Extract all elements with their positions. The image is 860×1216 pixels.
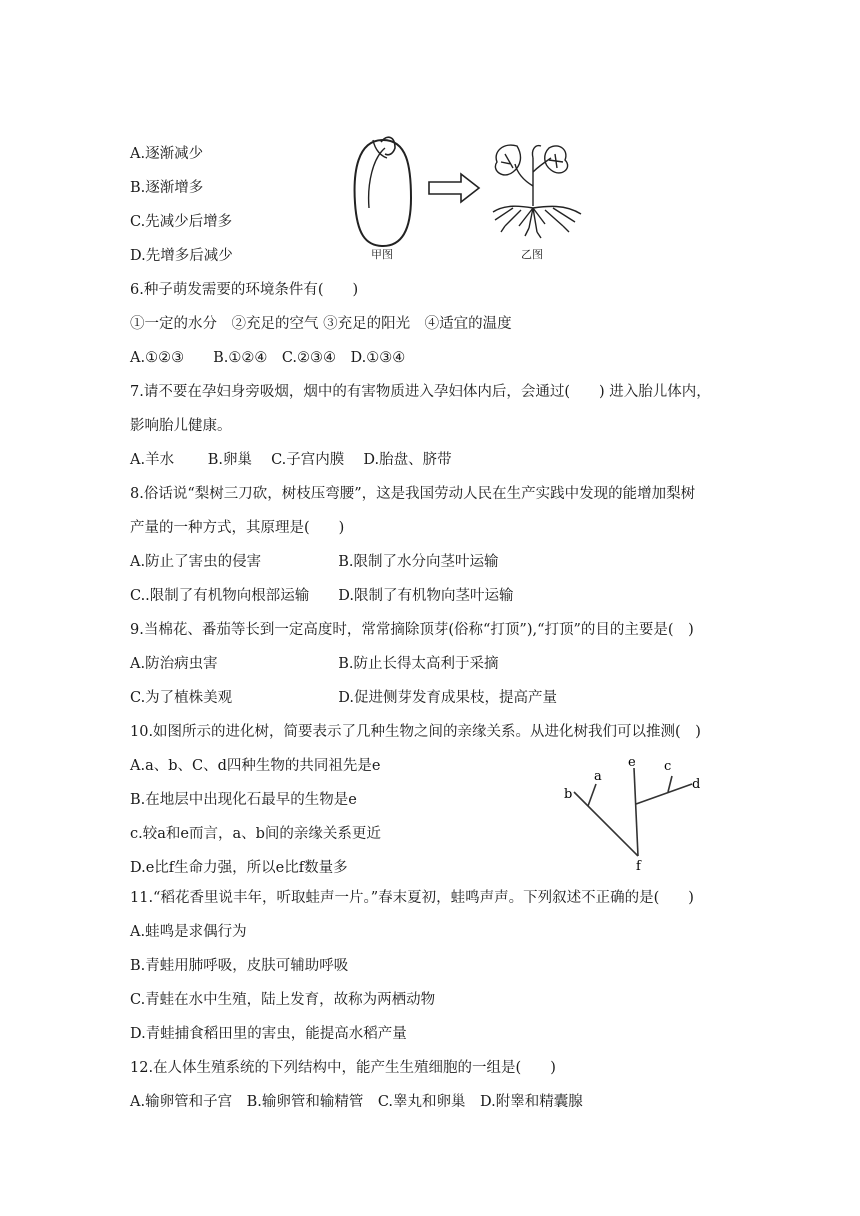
q6-options: A.①②③ B.①②④ C.②③④ D.①③④ <box>130 350 406 366</box>
q6-conditions: ①一定的水分 ②充足的空气 ③充足的阳光 ④适宜的温度 <box>130 316 512 332</box>
tree-label-b: b <box>564 787 573 802</box>
tree-label-d: d <box>692 777 701 792</box>
q11-option-d: D.青蛙捕食稻田里的害虫，能提高水稻产量 <box>130 1026 407 1042</box>
q6-stem: 6.种子萌发需要的环境条件有( ) <box>130 282 359 298</box>
seedling-drawing <box>493 145 581 238</box>
q10-option-b: B.在地层中出现化石最早的生物是e <box>130 792 357 808</box>
seed-germination-figure <box>345 128 595 263</box>
seed-figure-label: 甲图 <box>371 248 393 261</box>
q12-options: A.输卵管和子宫 B.输卵管和输精管 C.睾丸和卵巢 D.附睾和精囊腺 <box>130 1094 583 1110</box>
evolution-tree-figure <box>556 752 716 872</box>
q8-stem-line2: 产量的一种方式，其原理是( ) <box>130 520 345 536</box>
q9-options-row1: A.防治病虫害 B.防止长得太高利于采摘 <box>130 656 499 672</box>
q5-option-c: C.先减少后增多 <box>130 214 233 230</box>
q7-stem-line2: 影响胎儿健康。 <box>130 418 232 434</box>
tree-label-f: f <box>636 859 641 872</box>
tree-branch-left <box>574 792 638 856</box>
q9-options-row2: C.为了植株美观 D.促进侧芽发育成果枝，提高产量 <box>130 690 558 706</box>
tree-label-c: c <box>664 759 672 774</box>
q11-stem: 11.“稻花香里说丰年，听取蛙声一片。”春末夏初，蛙鸣声声。下列叙述不正确的是( ) <box>130 890 694 906</box>
tree-twig-a <box>588 784 596 806</box>
q5-option-b: B.逐渐增多 <box>130 180 204 196</box>
right-arrow-icon <box>429 174 479 202</box>
q10-option-d: D.e比f生命力强，所以e比f数量多 <box>130 860 348 876</box>
tree-label-a: a <box>594 769 602 784</box>
q10-option-c: c.较a和e而言，a、b间的亲缘关系更近 <box>130 826 381 842</box>
seed-germination-drawing <box>345 128 595 263</box>
q7-stem-line1: 7.请不要在孕妇身旁吸烟，烟中的有害物质进入孕妇体内后，会通过( ) 进入胎儿体内， <box>130 384 711 400</box>
q11-option-a: A.蛙鸣是求偶行为 <box>130 924 247 940</box>
q9-stem: 9.当棉花、番茄等长到一定高度时，常常摘除顶芽(俗称“打顶”),“打顶”的目的主要是( ) <box>130 622 694 638</box>
q10-option-a: A.a、b、C、d四种生物的共同祖先是e <box>130 758 381 774</box>
q8-options-row1: A.防止了害虫的侵害 B.限制了水分向茎叶运输 <box>130 554 499 570</box>
q5-option-a: A.逐渐减少 <box>130 146 204 162</box>
seedling-figure-label: 乙图 <box>521 248 543 261</box>
q7-options: A.羊水 B.卵巢 C.子宫内膜 D.胎盘、脐带 <box>130 452 452 468</box>
tree-branch-right <box>636 784 692 804</box>
q11-option-c: C.青蛙在水中生殖，陆上发育，故称为两栖动物 <box>130 992 436 1008</box>
q10-stem: 10.如图所示的进化树，简要表示了几种生物之间的亲缘关系。从进化树我们可以推测( ) <box>130 724 701 740</box>
tree-trunk <box>634 768 638 856</box>
q11-option-b: B.青蛙用肺呼吸，皮肤可辅助呼吸 <box>130 958 349 974</box>
q5-option-d: D.先增多后减少 <box>130 248 233 264</box>
q12-stem: 12.在人体生殖系统的下列结构中，能产生生殖细胞的一组是( ) <box>130 1060 556 1076</box>
tree-twig-c <box>668 776 672 792</box>
evolution-tree-drawing <box>556 752 716 872</box>
q8-options-row2: C..限制了有机物向根部运输 D.限制了有机物向茎叶运输 <box>130 588 514 604</box>
bean-seed-drawing <box>355 137 411 246</box>
tree-label-e: e <box>628 755 636 770</box>
q8-stem-line1: 8.俗话说“梨树三刀砍，树枝压弯腰”，这是我国劳动人民在生产实践中发现的能增加梨树 <box>130 486 696 502</box>
